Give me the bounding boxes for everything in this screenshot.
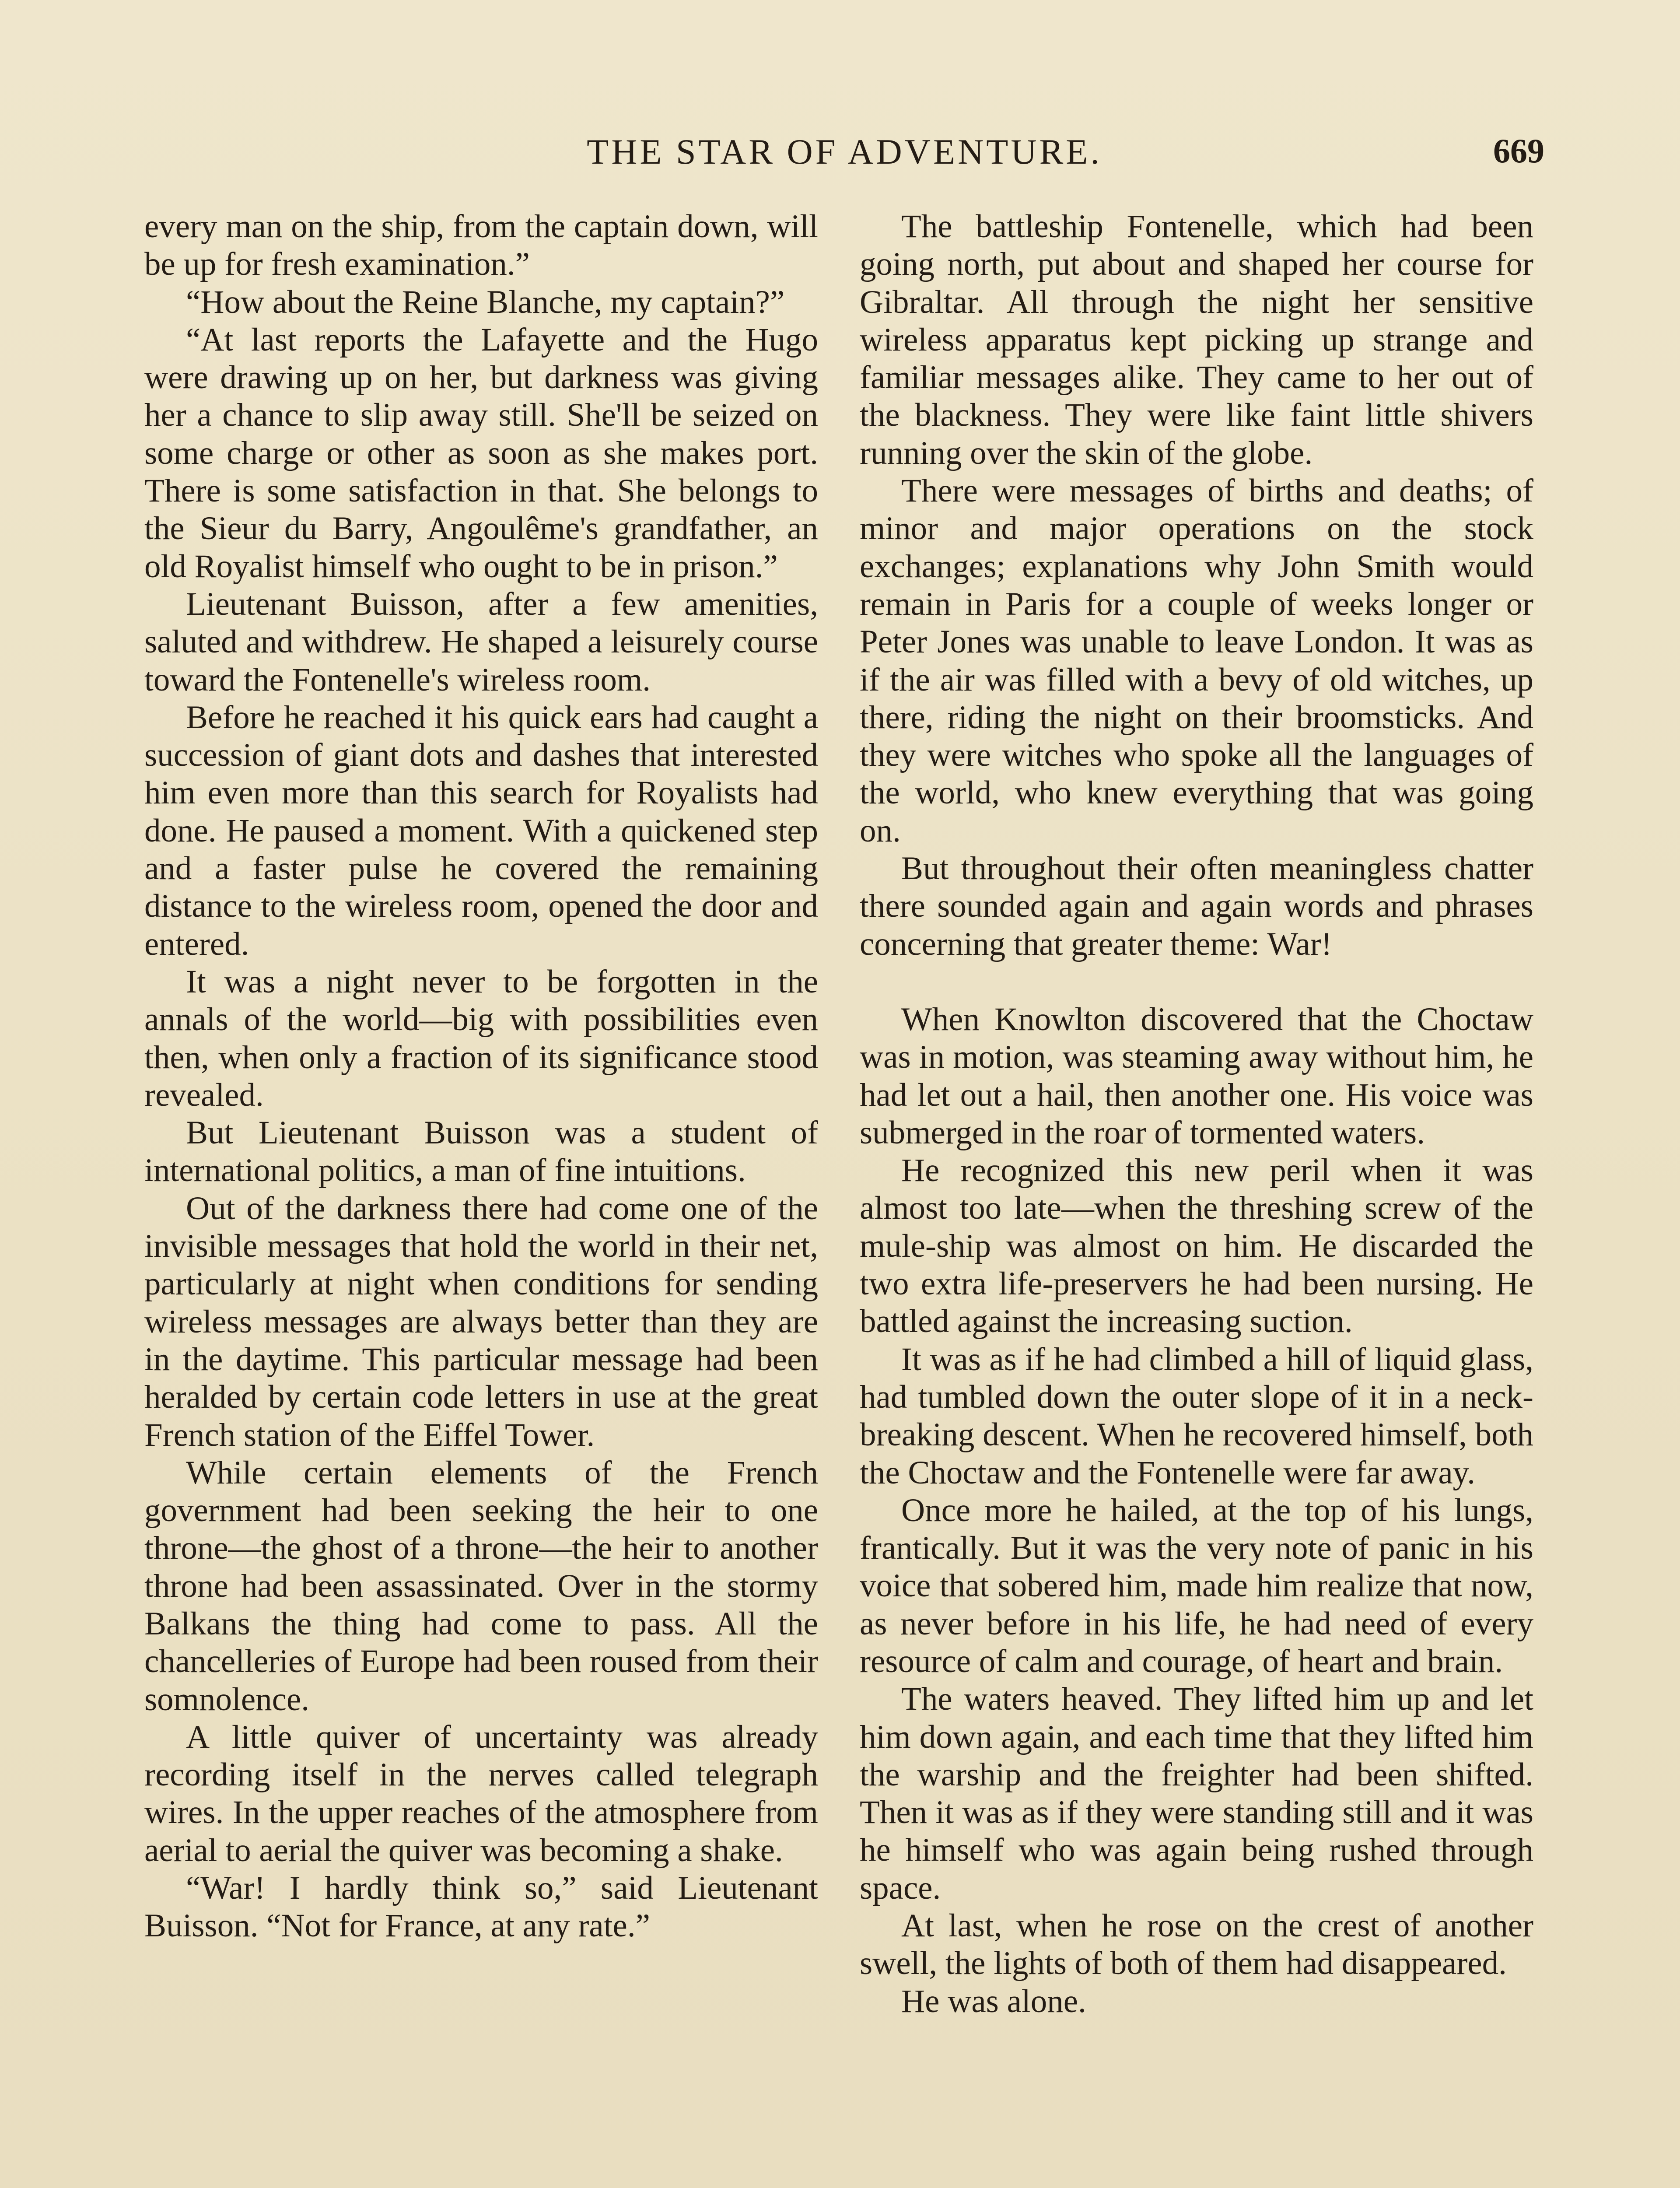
paragraph: Once more he hailed, at the top of his lungs, frantically. But it was the very note of panic in his voice that sobered him, made him realize that now, as never before in his life, he had need of every resource of calm and courage, of heart and brain.	[860, 1492, 1533, 1680]
paragraph: every man on the ship, from the captain down, will be up for fresh examination.”	[144, 208, 818, 283]
paragraph: It was a night never to be forgotten in the annals of the world—big with possibilities even then, when only a fraction of its significance stood revealed.	[144, 963, 818, 1113]
paragraph: But throughout their often meaningless chatter there sounded again and again words and phrases concerning that greater theme: War!	[860, 850, 1533, 962]
paragraph: “At last reports the Lafayette and the Hugo were drawing up on her, but darkness was giving her a chance to slip away still. She'll be seized on some charge or other as soon as she makes port. There is some satisfaction in that. She belongs to the Sieur du Barry, Angoulême's grandfather, an old Royalist himself who ought to be in prison.”	[144, 321, 818, 585]
paragraph: He recognized this new peril when it was almost too late—when the threshing screw of the mule-ship was almost on him. He discarded the two extra life-preservers he had been nursing. He battled against the increasing suction.	[860, 1152, 1533, 1340]
page-number: 669	[1493, 132, 1544, 170]
paragraph: The waters heaved. They lifted him up and let him down again, and each time that they lifted him the warship and the freighter had been shifted. Then it was as if they were standing still and it was he himself who was again being rushed through space.	[860, 1681, 1533, 1906]
paragraph: There were messages of births and deaths; of minor and major operations on the stock exchanges; explanations why John Smith would remain in Paris for a couple of weeks longer or Peter Jones was unable to leave London. It was as if the air was filled with a bevy of old witches, up there, riding the night on their broomsticks. And they were witches who spoke all the languages of the world, who knew everything that was going on.	[860, 473, 1533, 849]
paragraph: When Knowlton discovered that the Choctaw was in motion, was steaming away without him, he had let out a hail, then another one. His voice was submerged in the roar of tormented waters.	[860, 1001, 1533, 1151]
paragraph: Before he reached it his quick ears had caught a succession of giant dots and dashes that interested him even more than this search for Royalists had done. He paused a moment. With a quickened step and a faster pulse he covered the remaining distance to the wireless room, opened the door and entered.	[144, 699, 818, 962]
right-column	[860, 208, 1533, 2020]
paragraph: Lieutenant Buisson, after a few amenities, saluted and withdrew. He shaped a leisurely course toward the Fontenelle's wireless room.	[144, 586, 818, 698]
paragraph: A little quiver of uncertainty was already recording itself in the nerves called telegraph wires. In the upper reaches of the atmosphere from aerial to aerial the quiver was becoming a shake.	[144, 1718, 818, 1869]
page-title: THE STAR OF ADVENTURE.	[587, 132, 1102, 172]
paragraph: But Lieutenant Buisson was a student of international politics, a man of fine intuitions.	[144, 1115, 818, 1189]
paragraph: While certain elements of the French government had been seeking the heir to one throne—the ghost of a throne—the heir to another throne had been assassinated. Over in the stormy Balkans the thing had come to pass. All the chancelleries of Europe had been roused from their somnolence.	[144, 1454, 818, 1718]
paragraph: “How about the Reine Blanche, my captain?”	[186, 284, 785, 320]
paragraph: It was as if he had climbed a hill of liquid glass, had tumbled down the outer slope of it in a neck-breaking descent. When he recovered himself, both the Choctaw and the Fontenelle were far away.	[860, 1341, 1533, 1491]
paragraph: At last, when he rose on the crest of another swell, the lights of both of them had disappeared.	[860, 1907, 1533, 1982]
paragraph: “War! I hardly think so,” said Lieutenant Buisson. “Not for France, at any rate.”	[144, 1870, 818, 1944]
paragraph: He was alone.	[901, 1983, 1086, 2020]
left-column	[144, 208, 818, 1945]
running-head	[144, 131, 1544, 184]
paragraph: Out of the darkness there had come one of the invisible messages that hold the world in their net, particularly at night when conditions for sending wireless messages are always better than they are in the daytime. This particular message had been heralded by certain code letters in use at the great French station of the Eiffel Tower.	[144, 1190, 818, 1453]
paragraph: The battleship Fontenelle, which had been going north, put about and shaped her course for Gibraltar. All through the night her sensitive wireless apparatus kept picking up strange and familiar messages alike. They came to her out of the blackness. They were like faint little shivers running over the skin of the globe.	[860, 208, 1533, 471]
